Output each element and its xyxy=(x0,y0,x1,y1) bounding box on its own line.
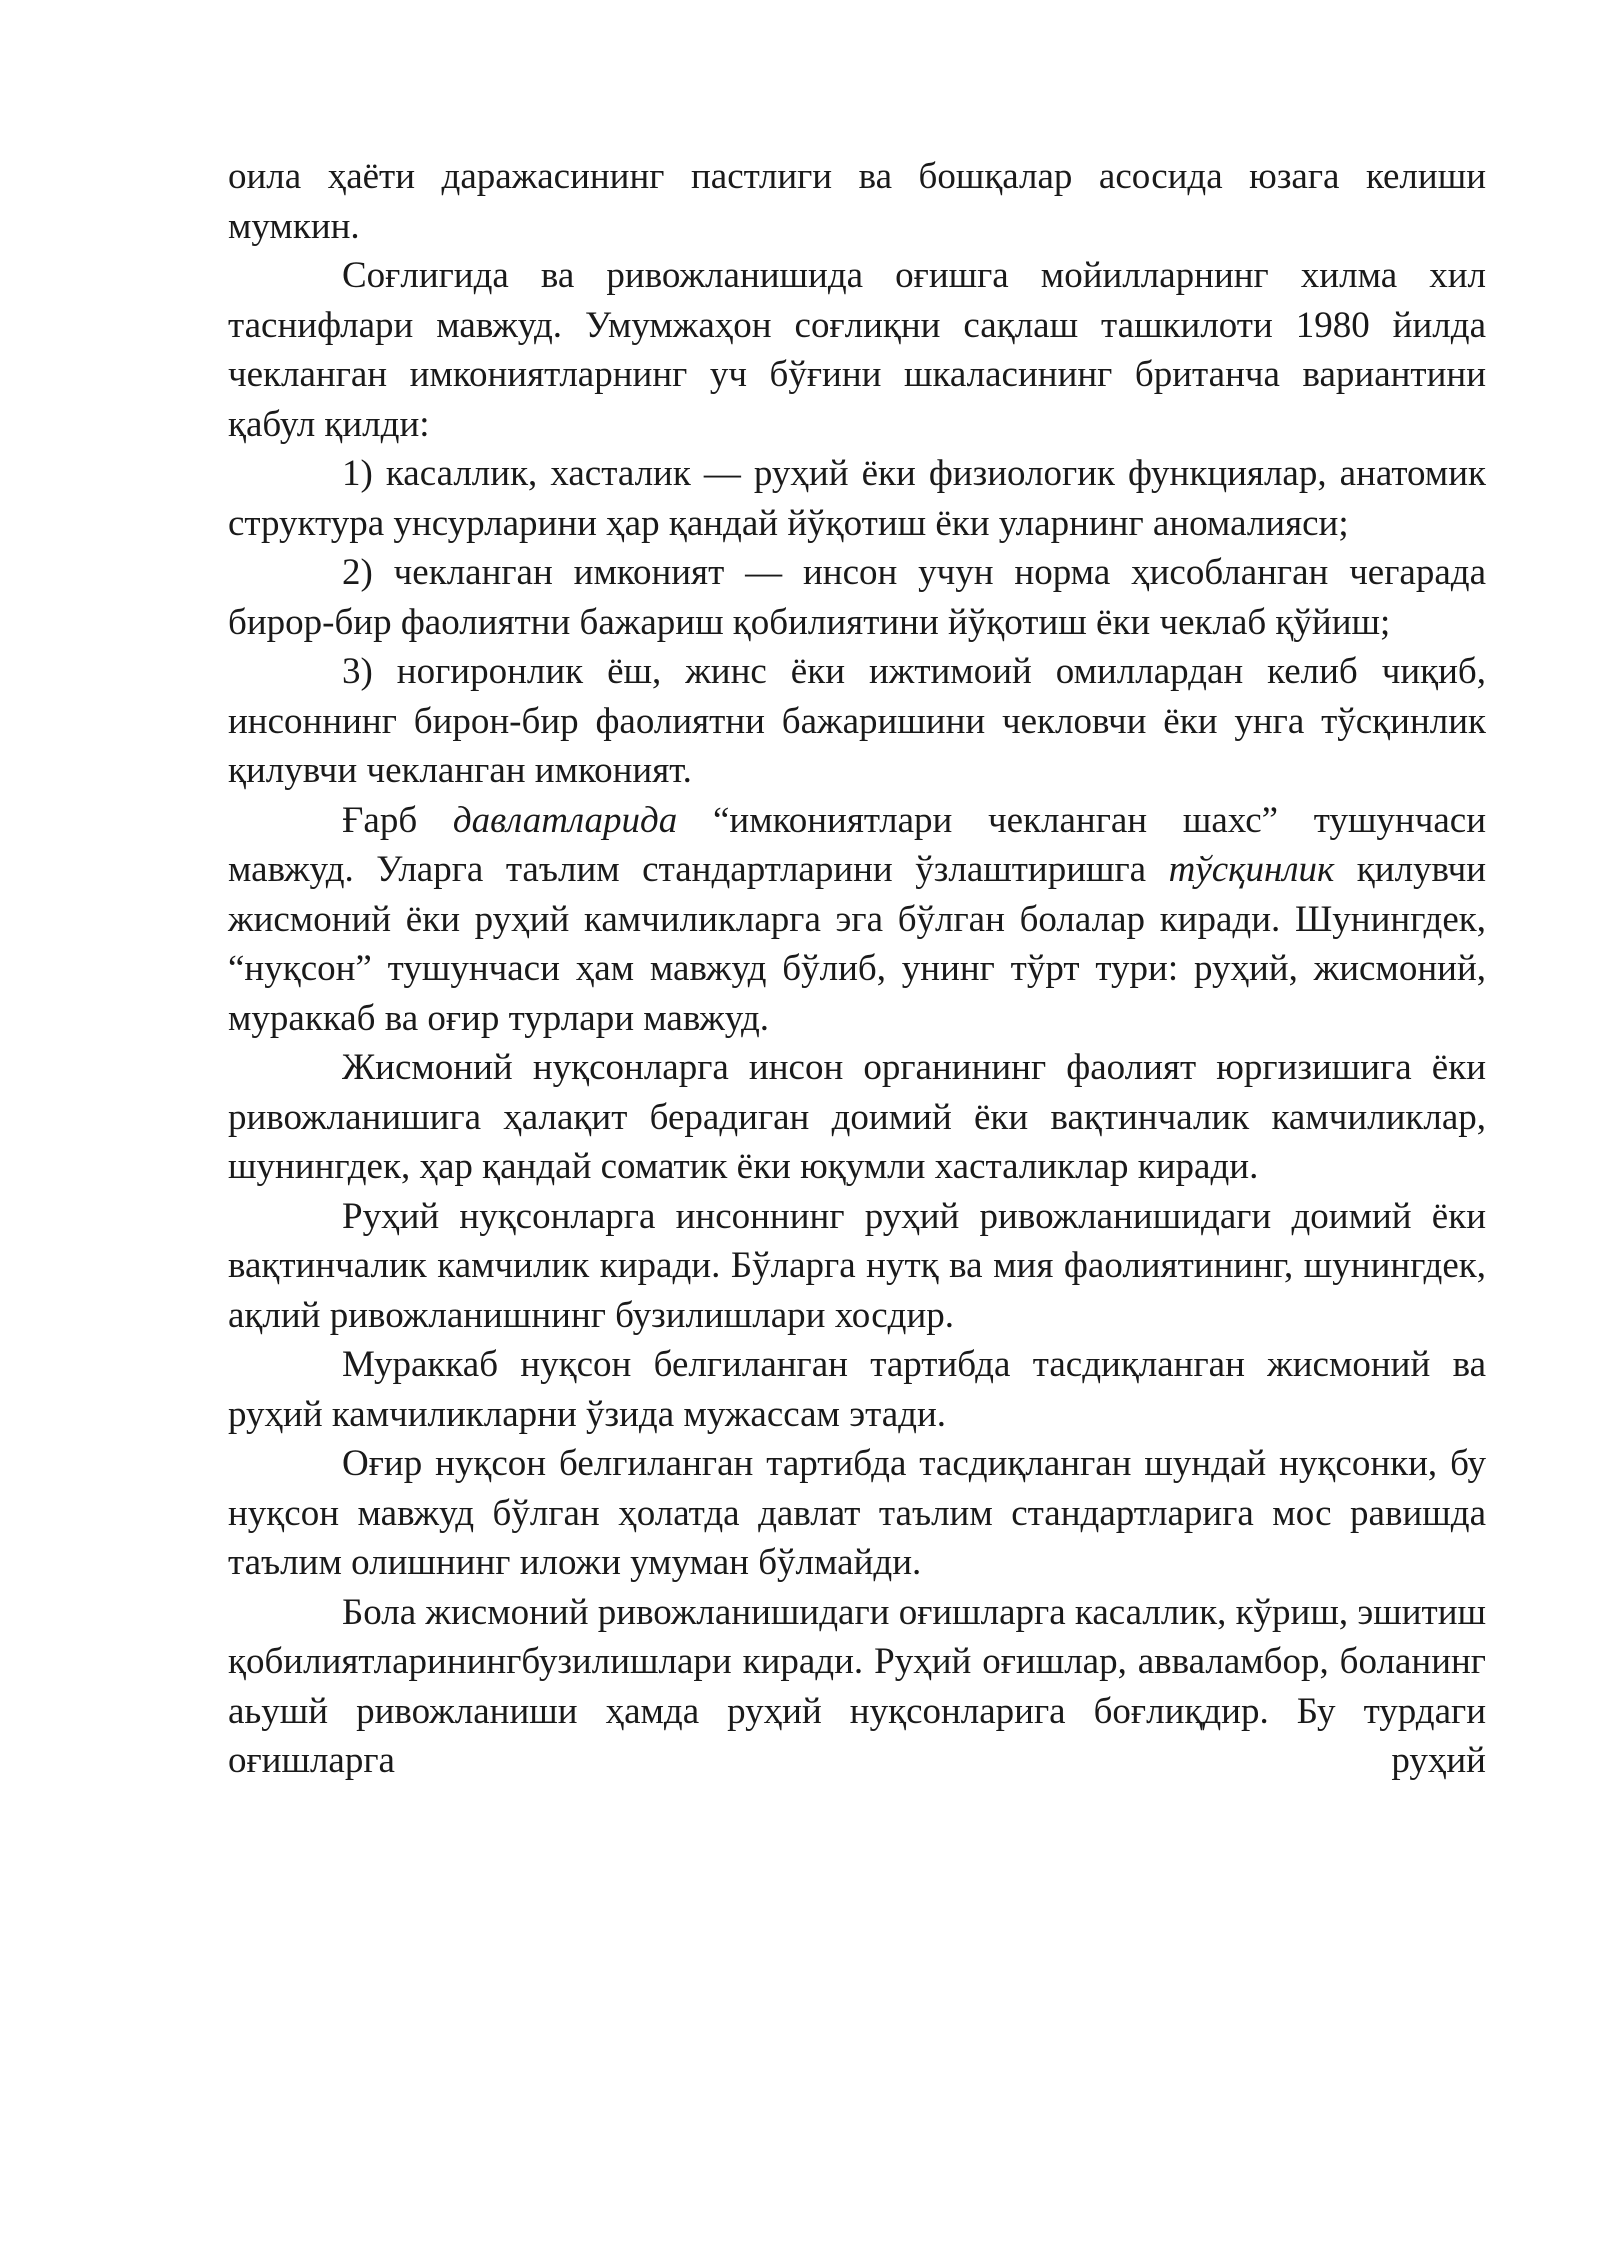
paragraph-text: Жисмоний нуқсонларга инсон органининг фаолият юргизишига ёки ривожланишига ҳалақит берадиган доимий ёки вақтинчалик камчиликлар, шунингдек, ҳар қандай соматик ёки юқумли хасталиклар киради. xyxy=(228,1047,1486,1187)
paragraph-text: 3) ногиронлик ёш, жинс ёки ижтимоий омиллардан келиб чиқиб, инсоннинг бирон-бир фаолиятни бажаришини чекловчи ёки унга тўсқинлик қилувчи чекланган имконият. xyxy=(228,651,1486,791)
paragraph-text: Руҳий нуқсонларга инсоннинг руҳий ривожланишидаги доимий ёки вақтинчалик камчилик киради. Бўларга нутқ ва мия фаолиятининг, шунингдек, ақлий ривожланишнинг бузилишлари хосдир. xyxy=(228,1195,1486,1336)
paragraph-text: Мураккаб нуқсон белгиланган тартибда тасдиқланган жисмоний ва руҳий камчиликларни ўзида мужассам этади. xyxy=(228,1344,1486,1435)
paragraph-text: Бола жисмоний ривожланишидаги оғишларга касаллик, кўриш, эшитиш қобилиятларинингбузилишлари киради. Руҳий оғишлар, авваламбор, боланинг аьушй ривожланиши ҳамда руҳий нуқсонларига боғлиқдир. Бу турдаги оғишларга руҳий xyxy=(228,1591,1486,1781)
paragraph-text: Оғир нуқсон белгиланган тартибда тасдиқланган шундай нуқсонки, бу нуқсон мавжуд бўлган ҳолатда давлат таълим стандартларига мос равишда таълим олишнинг иложи умуман бўлмайди. xyxy=(228,1443,1486,1583)
paragraph-text: “имкониятлари чекланган шахс” тушунчаси мавжуд. Уларга таълим стандартларини ўзлаштиришга xyxy=(228,799,1486,890)
paragraph-western-concept xyxy=(228,796,1486,1044)
paragraph-text: 2) чекланган имконият — инсон учун норма ҳисобланган чегарада бирор-бир фаолиятни бажариш қобилиятини йўқотиш ёки чеклаб қўйиш; xyxy=(228,552,1486,643)
paragraph-text: 1) касаллик, хасталик — руҳий ёки физиологик функциялар, анатомик структура унсурларини ҳар қандай йўқотиш ёки уларнинг аномалияси; xyxy=(228,453,1486,544)
list-item-limited-ability xyxy=(228,548,1486,647)
paragraph-classification-intro xyxy=(228,251,1486,449)
paragraph-text: Ғарб xyxy=(342,799,453,841)
paragraph-complex-defect xyxy=(228,1340,1486,1439)
paragraph-mental-defects xyxy=(228,1192,1486,1341)
italic-term: тўсқинлик xyxy=(1168,849,1335,890)
paragraph-text: оила ҳаёти даражасининг пастлиги ва бошқалар асосида юзага келиши мумкин. xyxy=(228,156,1486,247)
paragraph-physical-defects xyxy=(228,1043,1486,1192)
paragraph-text: Соғлигида ва ривожланишида оғишга мойилларнинг хилма хил таснифлари мавжуд. Умумжаҳон соғлиқни сақлаш ташкилоти 1980 йилда чекланган имкониятларнинг уч бўғини шкаласининг британча вариантини қабул қилди: xyxy=(228,255,1486,445)
paragraph-severe-defect xyxy=(228,1439,1486,1588)
paragraph-continuation xyxy=(228,152,1486,251)
italic-term: давлатларида xyxy=(452,799,678,841)
paragraph-child-deviations xyxy=(228,1588,1486,1786)
list-item-disease xyxy=(228,449,1486,548)
paragraph-text: қилувчи жисмоний ёки руҳий камчиликларга эга бўлган болалар киради. Шунингдек, “нуқсон” тушунчаси ҳам мавжуд бўлиб, унинг тўрт тури: руҳий, жисмоний, мураккаб ва оғир турлари мавжуд. xyxy=(228,849,1486,1039)
document-page xyxy=(228,152,1486,1786)
list-item-disability xyxy=(228,647,1486,796)
